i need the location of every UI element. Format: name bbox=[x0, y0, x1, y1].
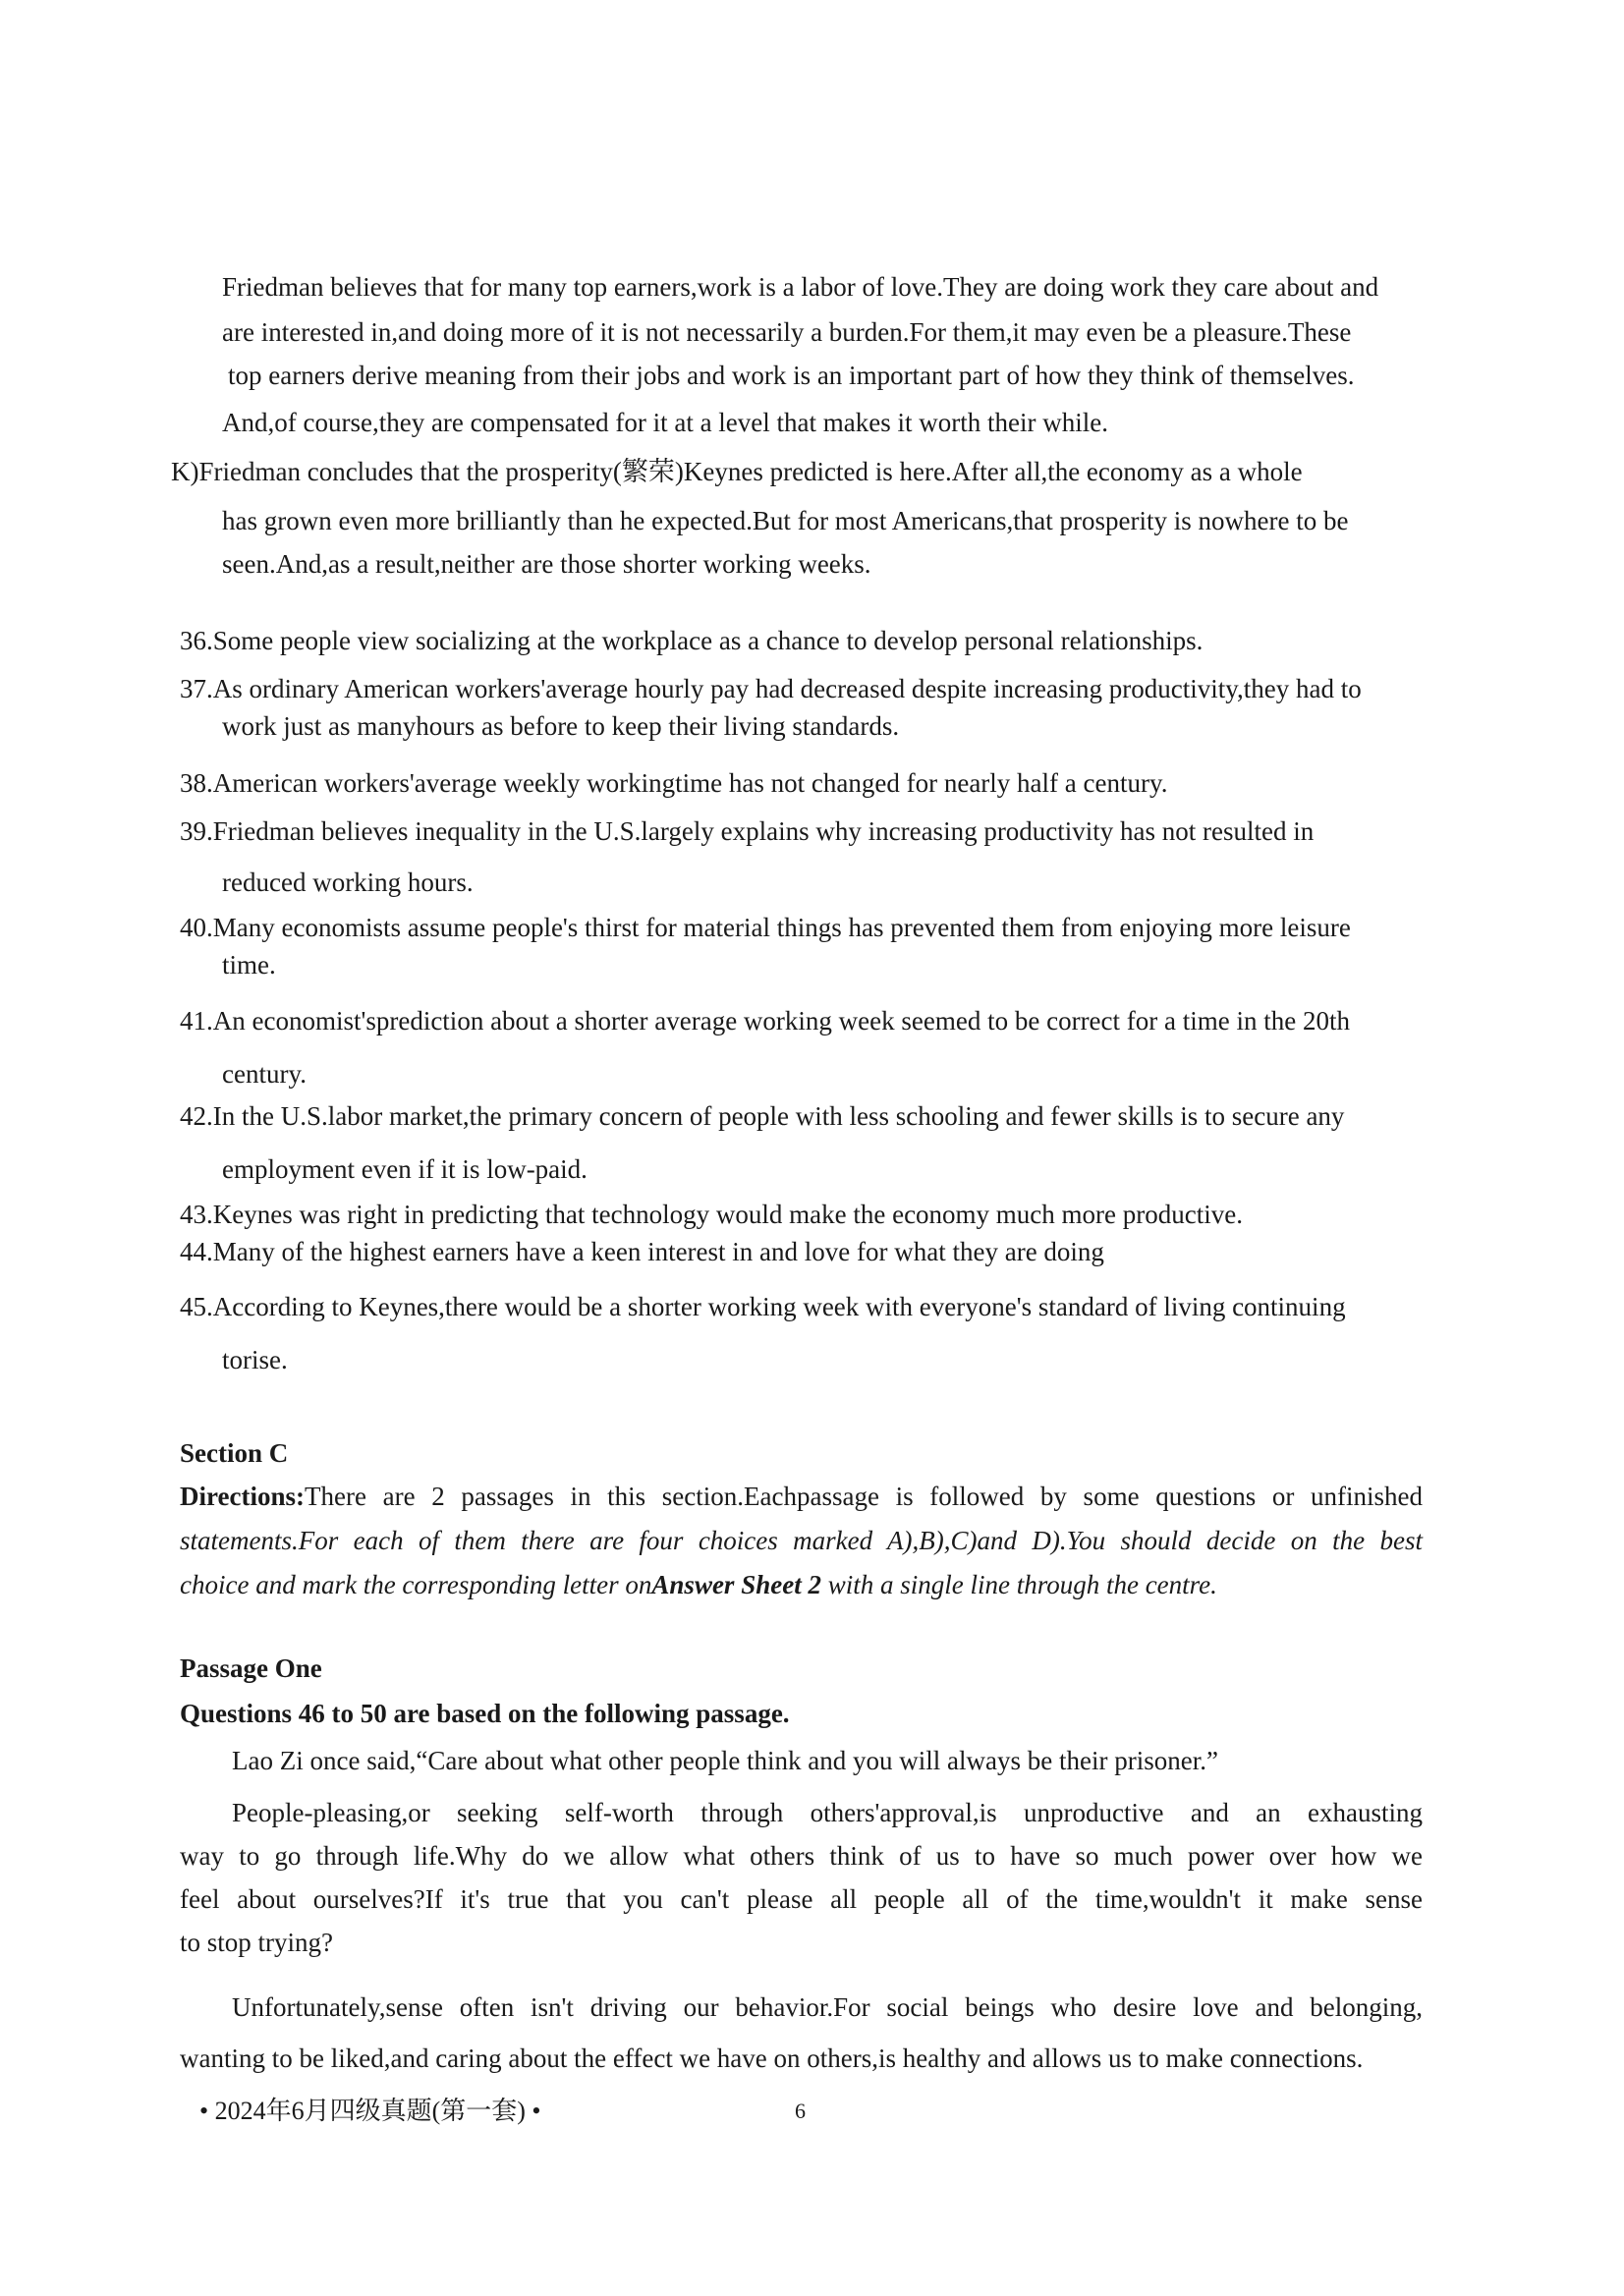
statement-line: 44.Many of the highest earners have a keen interest in and love for what they are doing bbox=[180, 1237, 1104, 1266]
statement-line: employment even if it is low-paid. bbox=[222, 1154, 588, 1184]
text-line: People-pleasing,or seeking self-worth through others'approval,is unproductive and an exhausting bbox=[232, 1798, 1423, 1827]
passage-one-subheading: Questions 46 to 50 are based on the following passage. bbox=[180, 1699, 790, 1728]
statement-line: work just as manyhours as before to keep their living standards. bbox=[222, 711, 900, 741]
directions-text: There are 2 passages in this section.Eachpassage is followed by some questions or unfinished bbox=[304, 1482, 1423, 1511]
statement-line: 37.As ordinary American workers'average hourly pay had decreased despite increasing productivity,they had to bbox=[180, 674, 1362, 703]
directions-line bbox=[180, 1475, 1423, 1519]
statement-41 bbox=[180, 994, 1350, 1100]
statement-line: 42.In the U.S.labor market,the primary concern of people with less schooling and fewer skills is to secure any bbox=[180, 1101, 1345, 1131]
statement-line: 38.American workers'average weekly workingtime has not changed for nearly half a century. bbox=[180, 768, 1168, 798]
text-line: has grown even more brilliantly than he expected.But for most Americans,that prosperity is nowhere to be bbox=[222, 506, 1349, 535]
directions-label: Directions: bbox=[180, 1482, 305, 1511]
directions-line bbox=[180, 1563, 1423, 1607]
statement-line: 45.According to Keynes,there would be a shorter working week with everyone's standard of living continuing bbox=[180, 1292, 1346, 1321]
text-line: seen.And,as a result,neither are those shorter working weeks. bbox=[222, 549, 871, 579]
text-line: way to go through life.Why do we allow what others think of us to have so much power over how we bbox=[180, 1841, 1423, 1871]
statement-39 bbox=[180, 806, 1314, 908]
statement-44 bbox=[180, 1234, 1104, 1269]
text-line: feel about ourselves?If it's true that you can't please all people all of the time,wouldn't it make sense bbox=[180, 1884, 1423, 1914]
page-number: 6 bbox=[795, 2099, 806, 2123]
text-line: Unfortunately,sense often isn't driving our behavior.For social beings who desire love and belonging, bbox=[232, 1992, 1423, 2022]
statement-line: century. bbox=[222, 1059, 307, 1089]
directions-line: statements.For each of them there are four choices marked A),B),C)and D).You should decide on the best bbox=[180, 1526, 1423, 1555]
statement-36 bbox=[180, 619, 1203, 662]
passage-one-para-3 bbox=[180, 1982, 1423, 2084]
passage-one-para-2 bbox=[180, 1791, 1423, 1964]
statement-line: 43.Keynes was right in predicting that technology would make the economy much more productive. bbox=[180, 1200, 1243, 1229]
text-line: are interested in,and doing more of it is not necessarily a burden.For them,it may even be a pleasure.These bbox=[222, 317, 1352, 347]
statement-43 bbox=[180, 1197, 1243, 1232]
statement-line: 36.Some people view socializing at the workplace as a chance to develop personal relationships. bbox=[180, 626, 1204, 655]
text-line: wanting to be liked,and caring about the effect we have on others,is healthy and allows us to make connections. bbox=[180, 2044, 1364, 2073]
statement-38 bbox=[180, 761, 1167, 805]
statement-line: time. bbox=[222, 950, 276, 980]
statement-45 bbox=[180, 1280, 1346, 1386]
text-line: top earners derive meaning from their jobs and work is an important part of how they think of themselves. bbox=[228, 361, 1355, 390]
statement-line: reduced working hours. bbox=[222, 868, 474, 897]
paragraph-k bbox=[171, 450, 1438, 586]
footer-source: • 2024年6月四级真题(第一套) • bbox=[199, 2097, 541, 2125]
section-c-directions bbox=[180, 1475, 1423, 1607]
statement-line: 41.An economist'sprediction about a shorter average working week seemed to be correct for a time in the 20th bbox=[180, 1006, 1350, 1036]
statement-42 bbox=[180, 1090, 1344, 1196]
text-line: And,of course,they are compensated for it at a level that makes it worth their while. bbox=[222, 408, 1108, 437]
statement-line: 39.Friedman believes inequality in the U.S.largely explains why increasing productivity has not resulted in bbox=[180, 816, 1315, 846]
passage-one-heading: Passage One bbox=[180, 1653, 322, 1683]
passage-one-para-1: Lao Zi once said,“Care about what other people think and you will always be their prisoner.” bbox=[232, 1746, 1218, 1775]
section-c-heading: Section C bbox=[180, 1438, 289, 1468]
passage-j-ending bbox=[222, 265, 1432, 444]
directions-text: with a single line through the centre. bbox=[820, 1570, 1217, 1599]
statement-40 bbox=[180, 909, 1351, 983]
text-line: K)Friedman concludes that the prosperity(繁荣)Keynes predicted is here.After all,the economy as a whole bbox=[171, 457, 1303, 486]
statement-37 bbox=[180, 670, 1362, 745]
text-line: Friedman believes that for many top earners,work is a labor of love.They are doing work they care about and bbox=[222, 272, 1379, 302]
statement-line: 40.Many economists assume people's thirst for material things has prevented them from enjoying more leisure bbox=[180, 913, 1351, 942]
directions-text: choice and mark the corresponding letter on bbox=[180, 1570, 652, 1599]
text-line: to stop trying? bbox=[180, 1928, 333, 1957]
answer-sheet-label: Answer Sheet 2 bbox=[651, 1570, 821, 1599]
statement-line: torise. bbox=[222, 1345, 288, 1374]
